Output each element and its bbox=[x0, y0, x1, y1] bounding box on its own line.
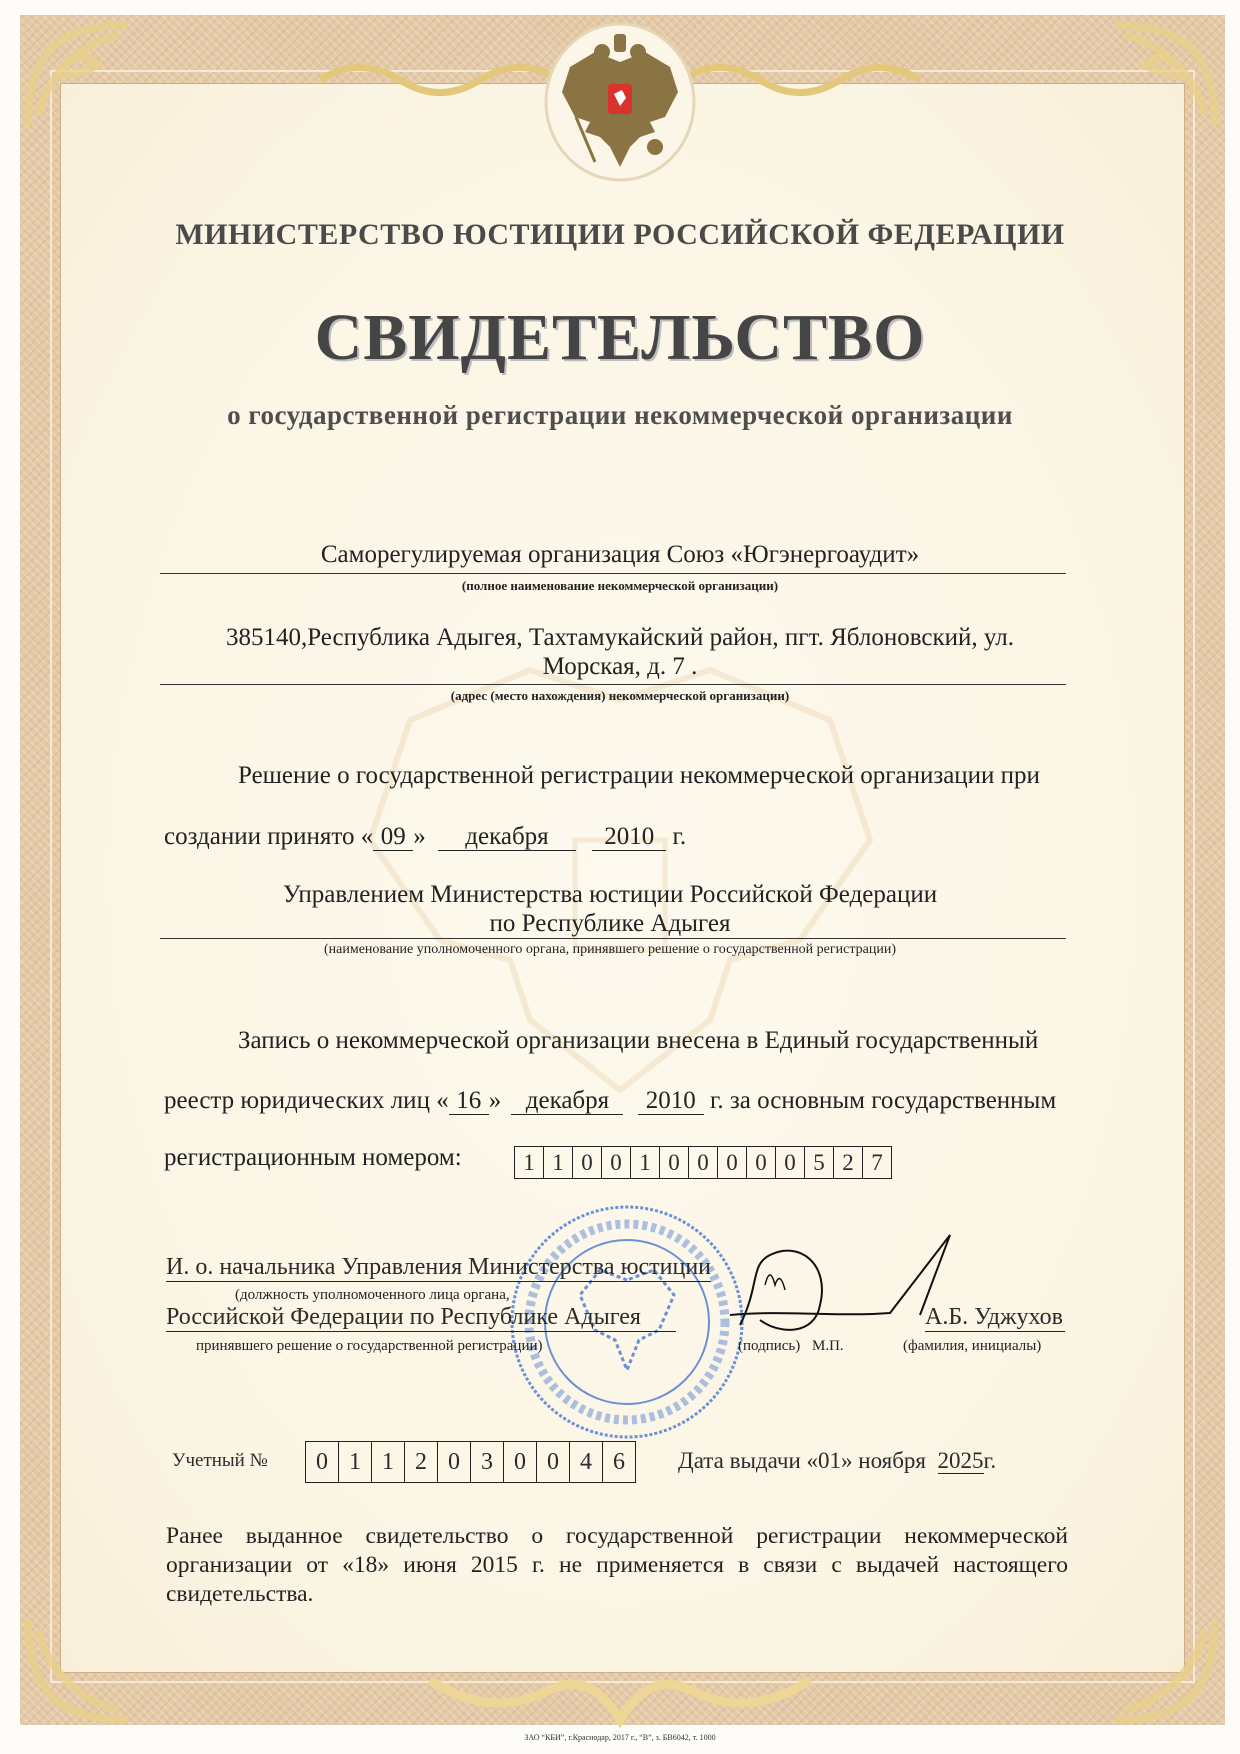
certificate-title: СВИДЕТЕЛЬСТВО bbox=[314, 301, 926, 374]
corner-ornament-icon bbox=[1105, 15, 1225, 135]
ogrn-digit: 0 bbox=[747, 1147, 776, 1178]
divider bbox=[160, 938, 1066, 939]
signatory-position-line1: И. о. начальника Управления Министерства юстиции bbox=[166, 1254, 712, 1280]
record-suffix: г. за основным государственным bbox=[709, 1087, 1057, 1114]
account-digit: 1 bbox=[339, 1442, 372, 1482]
certificate-subtitle: о государственной регистрации некоммерческой организации bbox=[227, 400, 1013, 430]
divider bbox=[160, 684, 1066, 685]
corner-ornament-icon bbox=[18, 15, 138, 135]
account-number-label: Учетный № bbox=[172, 1450, 268, 1471]
account-digit: 3 bbox=[471, 1442, 504, 1482]
record-month: декабря bbox=[511, 1088, 623, 1115]
account-digit: 4 bbox=[570, 1442, 603, 1482]
decision-date-line bbox=[164, 823, 686, 851]
ogrn-digit: 0 bbox=[689, 1147, 718, 1178]
organization-name-caption: (полное наименование некоммерческой организации) bbox=[461, 578, 779, 593]
seal-caption: М.П. bbox=[812, 1338, 844, 1354]
decision-text: Решение о государственной регистрации некоммерческой организации при bbox=[238, 762, 1040, 789]
ministry-heading: МИНИСТЕРСТВО ЮСТИЦИИ РОССИЙСКОЙ ФЕДЕРАЦИИ bbox=[175, 218, 1065, 251]
account-digit: 2 bbox=[405, 1442, 438, 1482]
account-digit: 0 bbox=[504, 1442, 537, 1482]
decision-day: 09 bbox=[373, 824, 413, 851]
organization-address-line: Морская, д. 7 . bbox=[542, 653, 698, 680]
issue-year: 2025 bbox=[937, 1448, 984, 1473]
issue-year-suffix: г. bbox=[983, 1448, 997, 1473]
record-date-line bbox=[164, 1087, 1056, 1115]
previous-certificate-note: Ранее выданное свидетельство о государственной регистрации некоммерческой организации от «18» июня 2015 г. не применяется в связи с выдачей настоящего свидетельства. bbox=[166, 1523, 1068, 1607]
organization-name: Саморегулируемая организация Союз «Югэнергоаудит» bbox=[320, 541, 920, 568]
ogrn-number-boxes bbox=[514, 1146, 892, 1179]
account-digit: 6 bbox=[613, 1448, 625, 1475]
ogrn-digit: 1 bbox=[631, 1147, 660, 1178]
account-number-boxes bbox=[305, 1441, 636, 1483]
account-digit: 0 bbox=[438, 1442, 471, 1482]
signatory-position-caption: (должность уполномоченного лица органа, bbox=[235, 1287, 510, 1303]
decision-year: 2010 bbox=[592, 824, 666, 851]
authority-name-line: Управлением Министерства юстиции Российской Федерации bbox=[282, 881, 938, 908]
ogrn-digit: 2 bbox=[834, 1147, 863, 1178]
corner-ornament-icon bbox=[18, 1610, 138, 1730]
organization-address-caption: (адрес (место нахождения) некоммерческой организации) bbox=[450, 688, 790, 703]
signatory-name: А.Б. Уджухов bbox=[925, 1304, 1065, 1332]
account-digit: 0 bbox=[537, 1442, 570, 1482]
ogrn-digit: 7 bbox=[871, 1149, 883, 1175]
record-date-prefix: реестр юридических лиц « bbox=[164, 1087, 449, 1114]
ogrn-digit: 1 bbox=[544, 1147, 573, 1178]
ogrn-digit: 0 bbox=[602, 1147, 631, 1178]
year-suffix: г. bbox=[672, 823, 687, 850]
ogrn-digit: 5 bbox=[805, 1147, 834, 1178]
signatory-name-caption: (фамилия, инициалы) bbox=[903, 1338, 1042, 1354]
signatory-position-caption: принявшего решение о государственной регистрации) bbox=[196, 1338, 543, 1354]
ogrn-digit: 0 bbox=[573, 1147, 602, 1178]
registration-number-label: регистрационным номером: bbox=[164, 1144, 462, 1171]
quote-close: » bbox=[413, 823, 426, 850]
issue-date bbox=[678, 1448, 996, 1474]
issue-date-prefix: Дата выдачи «01» ноября bbox=[678, 1448, 927, 1473]
corner-ornament-icon bbox=[1105, 1610, 1225, 1730]
ogrn-digit: 0 bbox=[660, 1147, 689, 1178]
ogrn-digit: 1 bbox=[515, 1147, 544, 1178]
quote-close: » bbox=[488, 1087, 502, 1114]
record-text: Запись о некоммерческой организации внесена в Единый государственный bbox=[238, 1027, 1039, 1054]
russian-coat-of-arms-emblem bbox=[540, 22, 700, 182]
organization-address-line: 385140,Республика Адыгея, Тахтамукайский район, пгт. Яблоновский, ул. bbox=[225, 624, 1015, 651]
bottom-scroll-ornament-icon bbox=[420, 1650, 820, 1730]
ogrn-digit: 0 bbox=[776, 1147, 805, 1178]
decision-date-prefix: создании принято « bbox=[164, 823, 374, 850]
signatory-position-line2: Российской Федерации по Республике Адыгея bbox=[166, 1304, 676, 1332]
divider bbox=[160, 573, 1066, 574]
authority-name-line: по Республике Адыгея bbox=[489, 910, 731, 937]
ogrn-digit: 0 bbox=[718, 1147, 747, 1178]
printer-imprint: ЗАО “КБИ”, г.Краснодар, 2017 г., “В”, з. БВ6042, т. 1000 bbox=[524, 1733, 716, 1742]
account-digit: 1 bbox=[372, 1442, 405, 1482]
account-digit: 0 bbox=[306, 1442, 339, 1482]
authority-caption: (наименование уполномоченного органа, принявшего решение о государственной регистрации) bbox=[324, 942, 896, 957]
record-year: 2010 bbox=[638, 1088, 704, 1115]
signature-caption: (подпись) bbox=[738, 1338, 801, 1354]
decision-month: декабря bbox=[438, 824, 576, 851]
record-day: 16 bbox=[449, 1088, 489, 1115]
